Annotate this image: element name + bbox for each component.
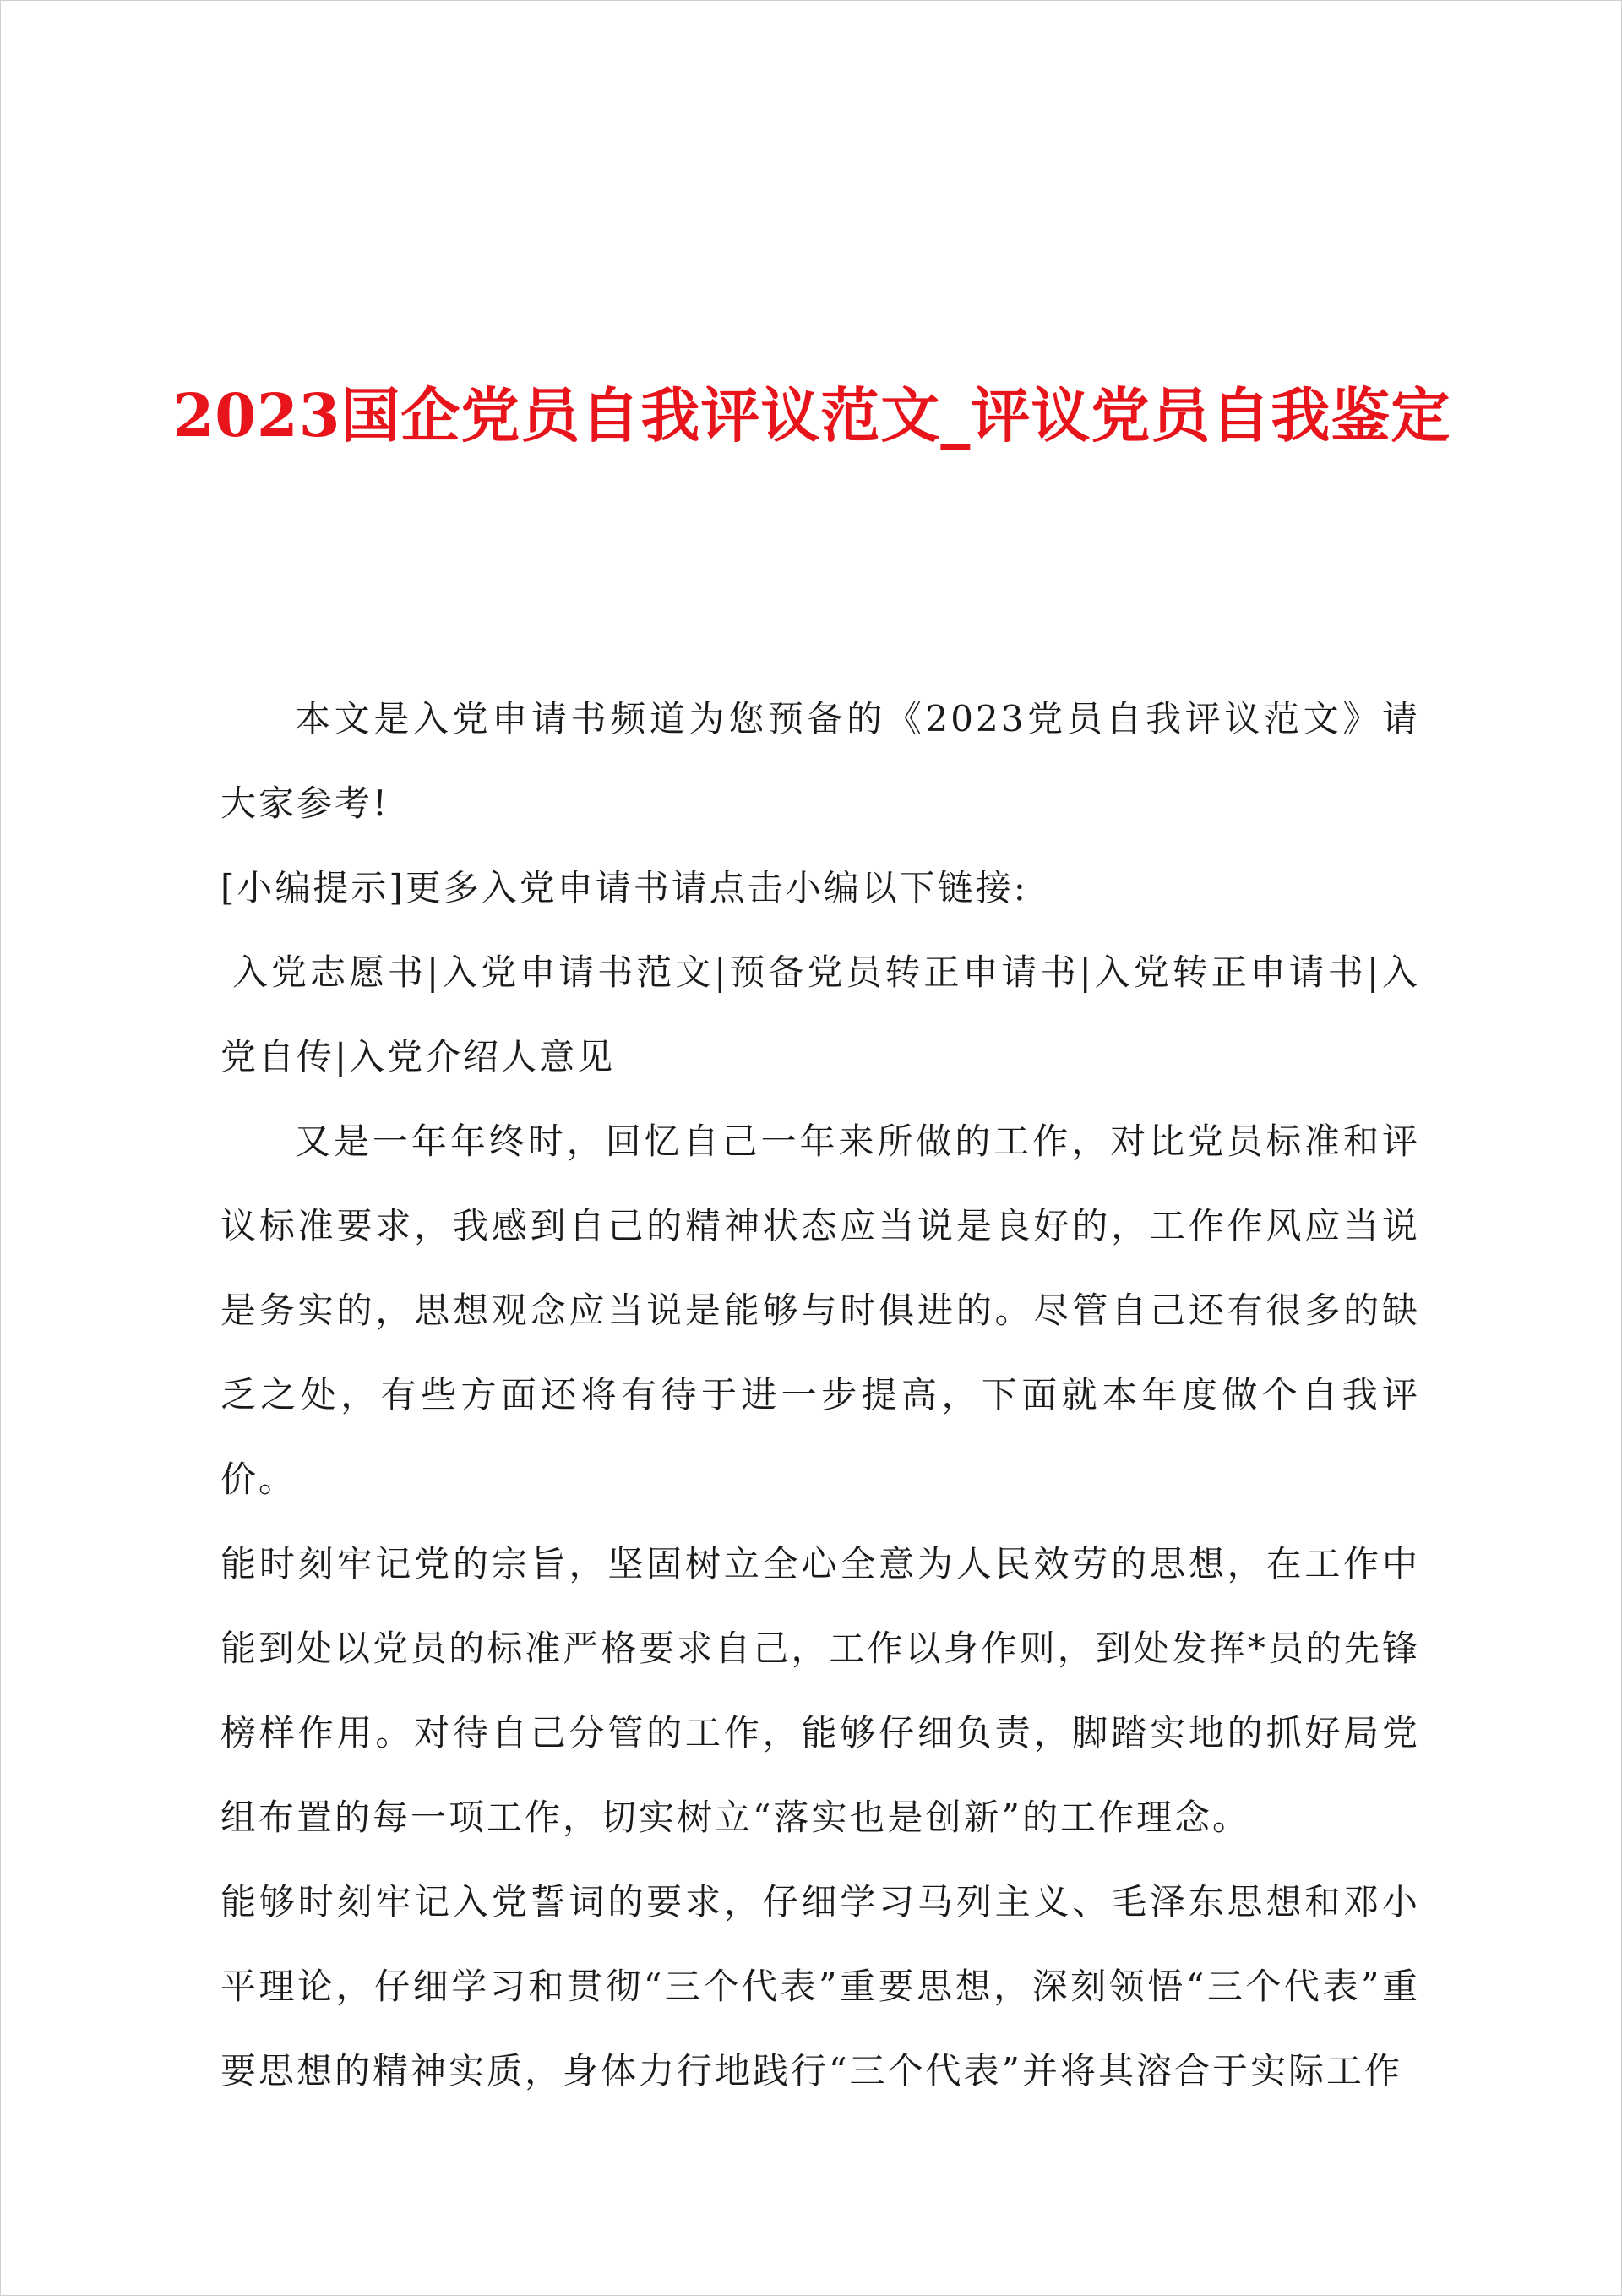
related-links-paragraph: 入党志愿书|入党申请书范文|预备党员转正申请书|入党转正申请书|入党自传|入党介绍人意见 <box>220 952 1420 1077</box>
party-purpose-paragraph: 能时刻牢记党的宗旨，坚固树立全心全意为人民效劳的思想，在工作中能到处以党员的标准严格要求自己，工作以身作则，到处发挥*员的先锋榜样作用。对待自己分管的工作，能够仔细负责，脚踏实地的抓好局党组布置的每一项工作，切实树立“落实也是创新”的工作理念。 <box>220 1543 1420 1838</box>
year-end-review-paragraph: 又是一年年终时，回忆自己一年来所做的工作，对比党员标准和评议标准要求，我感到自己的精神状态应当说是良好的，工作作风应当说是务实的，思想观念应当说是能够与时俱进的。尽管自己还有很多的缺乏之处，有些方面还将有待于进一步提高，下面就本年度做个自我评价。 <box>220 1121 1420 1500</box>
document-title: 2023国企党员自我评议范文_评议党员自我鉴定 <box>172 379 1451 450</box>
editor-tip-paragraph: [小编提示]更多入党申请书请点击小编以下链接: <box>220 867 1028 908</box>
intro-paragraph: 本文是入党申请书频道为您预备的《2023党员自我评议范文》请大家参考! <box>220 698 1420 824</box>
document-body <box>220 677 1420 2113</box>
study-theory-paragraph: 能够时刻牢记入党誓词的要求，仔细学习马列主义、毛泽东思想和邓小平理论，仔细学习和贯彻“三个代表”重要思想，深刻领悟“三个代表”重要思想的精神实质，身体力行地践行“三个代表”并将其溶合于实际工作 <box>220 1881 1420 2091</box>
